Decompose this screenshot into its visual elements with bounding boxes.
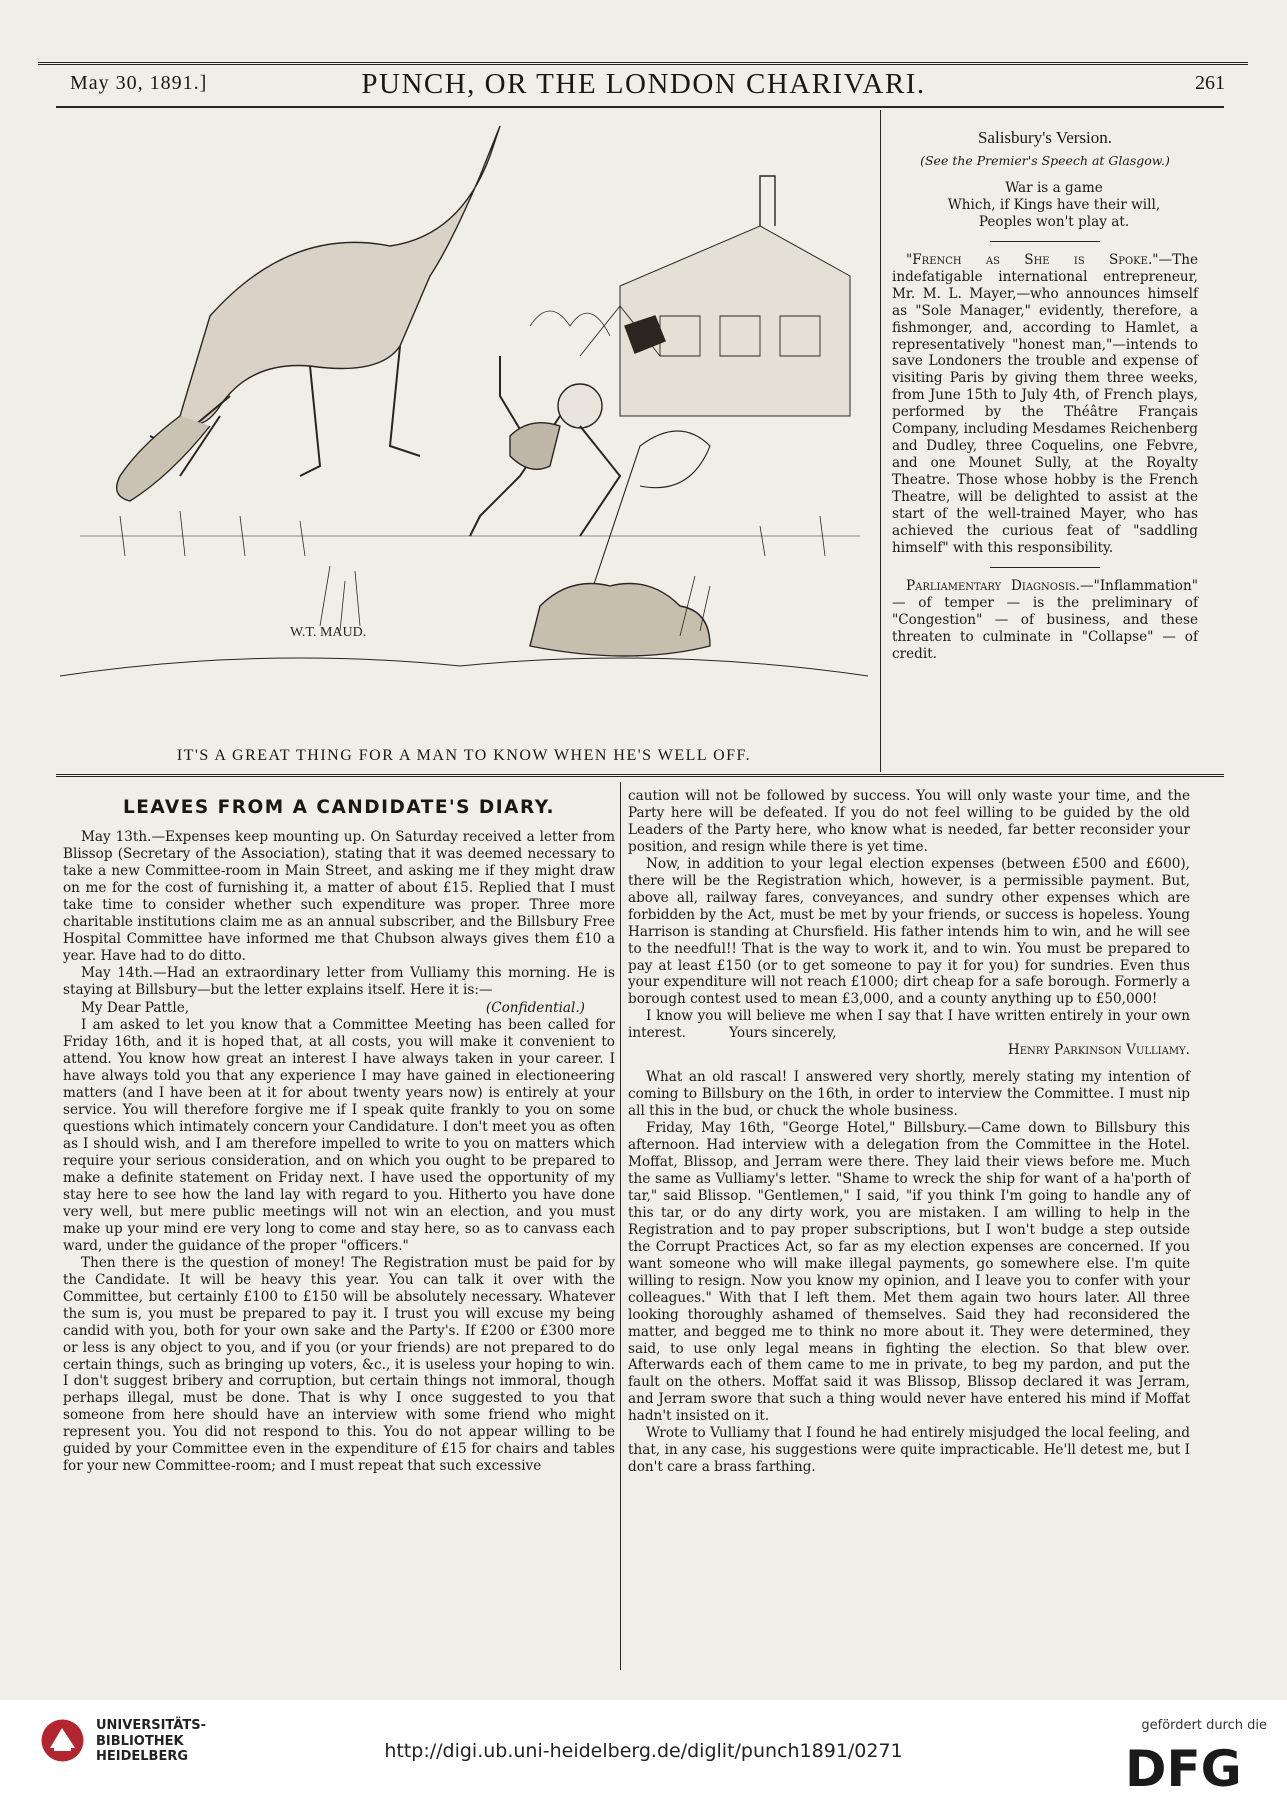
letter-salutation: My Dear Pattle, [81, 1000, 190, 1017]
parliament-article [892, 578, 1198, 663]
sidebar-subtitle: (See the Premier's Speech at Glasgow.) [920, 152, 1170, 168]
letter-paragraph: I am asked to let you know that a Committee Meeting has been called for Friday 16th, and it is hoped that, at all costs, you will make it convenient to attend. You know how great an interest I have always taken in your career. I have always told you that any experience I may have gained in electioneering matters (and I have been at it for about twenty years now) is entirely at your service. You will therefore forgive me if I speak quite frankly to you on some questions which intimately concern your Candidature. I don't meet you as often as I should wish, and I am therefore impelled to write to you on matters which require your serious consideration, and on which you ought to be prepared to make a definite statement on Friday next. I have used the opportunity of my stay here to see how the land lay with regard to you. Hitherto you have done very well, but mere public meetings will not win an election, and you must make up your mind ere very long to come and stay here, so as to canvass each ward, under the guidance of the proper "officers." [63, 1017, 615, 1254]
diary-title: LEAVES FROM A CANDIDATE'S DIARY. [122, 797, 556, 818]
dfg-logo-text: DFG [1125, 1740, 1242, 1794]
letter-paragraph: I know you will believe me when I say that I have written entirely in your own interest. Yours sincerely, [628, 1008, 1195, 1042]
library-line: UNIVERSITÄTS- [96, 1718, 206, 1733]
section-divider [990, 241, 1100, 242]
cartoon-caption: IT'S A GREAT THING FOR A MAN TO KNOW WHEN HE'S WELL OFF. [176, 747, 752, 764]
letter-paragraph: Then there is the question of money! The Registration must be paid for by the Candidate. It will be heavy this year. You can talk it over with the Committee, but certainly £100 to £150 will be absolutely necessary. Whatever the sum is, you must be prepared to pay it. I trust you will excuse my being candid with you, both for your own sake and the Party's. If £200 or £300 more or less is any object to you, and if you (or your friends) are not prepared to do certain things, such as bringing up voters, &c., it is useless your hoping to win. I don't suggest bribery and corruption, but certain things not immoral, though perhaps illegal, must be done. That is why I once suggested to you that someone from here should have an interview with some friend who might represent you. You did not respond to this. You do not appear willing to be guided by your Committee even in the expenditure of £15 for chairs and tables for your new Committee-room; and I must repeat that such excessive [63, 1254, 615, 1475]
column-rule-top [880, 110, 881, 772]
french-heading: "French as She is Spoke." [906, 251, 1159, 268]
sidebar-title: Salisbury's Version. [977, 128, 1113, 147]
letter-signature: Henry Parkinson Vulliamy. [1007, 1042, 1190, 1059]
page-number: 261 [1195, 72, 1225, 94]
section-rule [56, 774, 1224, 777]
section-divider [990, 567, 1100, 568]
library-line: HEIDELBERG [96, 1749, 189, 1764]
diary-paragraph: May 14th.—Had an extraordinary letter from Vulliamy this morning. He is staying at Billsbury—but the letter explains itself. Here it is:— [63, 964, 615, 998]
verse-line: Which, if Kings have their will, [947, 196, 1161, 213]
column-rule-bottom [620, 782, 621, 1670]
letter-confidential: (Confidential.) [485, 1000, 585, 1017]
letter-paragraph: caution will not be followed by success. You will only waste your time, and the Party here will be defeated. If you do not feel willing to be guided by the old Leaders of the Party here, who know what is needed, far better reconsider your position, and resign while there is yet time. [628, 788, 1190, 855]
parliament-body: —"Inflammation" — of temper — is the preliminary of "Congestion" — of business, and these threaten to culminate in "Collapse" — of credit. [892, 577, 1198, 662]
funded-by-label: gefördert durch die [1141, 1718, 1267, 1733]
french-body: —The indefatigable international entrepreneur, Mr. M. L. Mayer,—who announces himself as "Sole Manager," evidently, therefore, a fishmonger, and, according to Hamlet, a representatively "honest man,"—intends to save Londoners the trouble and expense of visiting Paris by giving them three weeks, from June 15th to July 4th, of French plays, performed by the Théâtre Français Company, including Mesdames Reichenberg and Dudley, three Coquelins, one Febvre, and one Mounet Sully, at the Royalty Theatre. Those whose hobby is the French Theatre, will be delighted to assist at the start of the well-trained Mayer, who has achieved the curious feat of "saddling himself" with this responsibility. [892, 251, 1198, 556]
letter-heading [63, 1000, 615, 1017]
verse-line: War is a game [1005, 179, 1103, 196]
diary-right-column [628, 788, 1195, 1476]
parliament-heading: Parliamentary Diagnosis. [906, 577, 1080, 594]
dfg-logo-icon [1125, 1738, 1249, 1794]
french-article [892, 252, 1198, 557]
verse-line: Peoples won't play at. [978, 213, 1130, 230]
masthead-title: PUNCH, OR THE LONDON CHARIVARI. [361, 68, 926, 100]
diary-paragraph: May 13th.—Expenses keep mounting up. On Saturday received a letter from Blissop (Secretary of the Association), stating that it was deemed necessary to take a new Committee-room in Main Street, and asking me if they might draw on me for the cost of furnishing it, a matter of about £15. Replied that I must take time to consider whether such expenditure was proper. Three more charitable institutions claim me as an annual subscriber, and the Billsbury Free Hospital Committee have informed me that Chubson always gives them £10 a year. Have had to do ditto. [63, 828, 615, 964]
library-line: BIBLIOTHEK [96, 1733, 184, 1749]
header-rule [56, 106, 1224, 108]
cartoon-illustration [60, 116, 868, 742]
diary-paragraph: What an old rascal! I answered very shortly, merely stating my intention of coming to Billsbury on the 16th, in order to interview the Committee. I must nip all this in the bud, or chuck the whole business. [628, 1069, 1190, 1120]
diary-paragraph: Wrote to Vulliamy that I found he had entirely misjudged the local feeling, and that, in any case, his suggestions were quite impracticable. He'll detest me, but I don't care a brass farthing. [628, 1425, 1190, 1476]
diary-left-column [63, 794, 615, 1475]
letter-paragraph: Now, in addition to your legal election expenses (between £500 and £600), there will be the Registration which, however, is a permissible payment. But, above all, railway fares, conveyances, and sundry other expenses which are forbidden by the Act, must be met by your friends, or success is hopeless. Young Harrison is standing at Chursfield. His father intends him to win, and he will see to the needful!! That is the way to work it, and to win. You must be prepared to pay at least £150 (or to get someone to pay it for you) for sundries. Even thus your expenditure will not reach £1000; dirt cheap for a safe borough. Formerly a borough contest used to mean £3,000, and a county anything up to £50,000! [628, 855, 1190, 1008]
source-url-link[interactable]: http://digi.ub.uni-heidelberg.de/diglit/punch1891/0271 [384, 1740, 903, 1762]
sidebar-column [892, 130, 1198, 663]
digitization-footer [0, 1700, 1287, 1805]
diary-paragraph: Friday, May 16th, "George Hotel," Billsbury.—Came down to Billsbury this afternoon. Had interview with a delegation from the Committee in the Hotel. Moffat, Blissop, and Jerram were there. They laid their views before me. Much the same as Vulliamy's letter. "Shame to wreck the ship for want of a ha'porth of tar," said Blissop. "Gentlemen," I said, "if you think I'm going to handle any of this tar, or do any dirty work, you are mistaken. I am willing to help in the Registration and to pay proper subscriptions, but I won't budge a step outside the Corrupt Practices Act, so far as my election expenses are concerned. If you want someone who will make illegal payments, go somewhere else. I'm quite willing to resign. Now you know my opinion, and I leave you to confer with your colleagues." With that I left them. Met them again two hours later. All three looking thoroughly ashamed of themselves. Said they had reconsidered the matter, and begged me to think no more about it. They were determined, they said, to use only legal means in fighting the election. So that blew over. Afterwards each of them came to me in private, to beg my pardon, and put the fault on the others. Moffat said it was Blissop, Blissop declared it was Jerram, and Jerram swore that such a thing would never have entered his mind if Moffat hadn't insisted on it. [628, 1120, 1190, 1425]
artist-signature: W.T. MAUD. [290, 625, 367, 640]
issue-date: May 30, 1891.] [70, 72, 208, 94]
